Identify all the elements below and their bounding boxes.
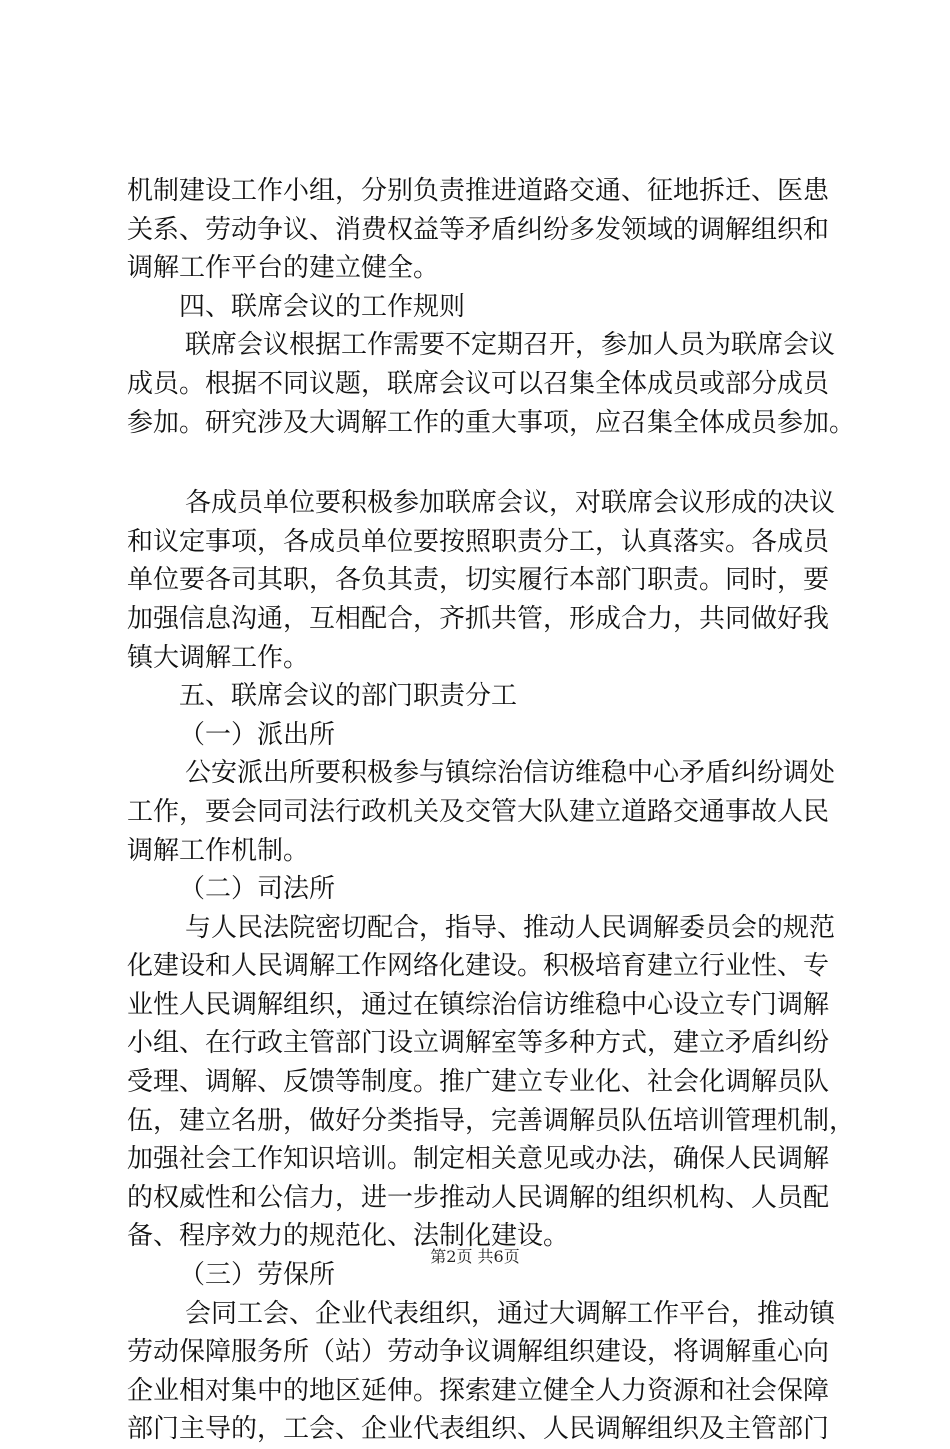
- text-line: 会同工会、企业代表组织，通过大调解工作平台，推动镇: [185, 1298, 836, 1329]
- page-footer: [0, 1244, 950, 1267]
- paragraph-gap: [127, 442, 847, 484]
- text-line: 小组、在行政主管部门设立调解室等多种方式，建立矛盾纠纷: [127, 1028, 830, 1059]
- text-line: 化建设和人民调解工作网络化建设。积极培育建立行业性、专: [127, 951, 830, 982]
- text-line: 工作，要会同司法行政机关及交管大队建立道路交通事故人民: [127, 796, 830, 827]
- text-line: 关系、劳动争议、消费权益等矛盾纠纷多发领域的调解组织和: [127, 214, 830, 245]
- text-line: 和议定事项，各成员单位要按照职责分工，认真落实。各成员: [127, 526, 830, 557]
- text-line: 加强信息沟通，互相配合，齐抓共管，形成合力，共同做好我: [127, 603, 830, 634]
- text-line: 与人民法院密切配合，指导、推动人民调解委员会的规范: [185, 912, 836, 943]
- text-line: 企业相对集中的地区延伸。探索建立健全人力资源和社会保障: [127, 1375, 830, 1406]
- text-line: 机制建设工作小组，分别负责推进道路交通、征地拆迁、医患: [127, 176, 830, 206]
- section-heading: 五、联席会议的部门职责分工: [179, 681, 518, 712]
- text-line: 各成员单位要积极参加联席会议，对联席会议形成的决议: [185, 488, 836, 519]
- text-line: 公安派出所要积极参与镇综治信访维稳中心矛盾纠纷调处: [185, 758, 836, 789]
- text-line: 部门主导的，工会、企业代表组织、人民调解组织及主管部门: [127, 1414, 830, 1445]
- text-line: 的权威性和公信力，进一步推动人民调解的组织机构、人员配: [127, 1182, 830, 1213]
- text-line: 单位要各司其职，各负其责，切实履行本部门职责。同时，要: [127, 565, 830, 596]
- text-line: 劳动保障服务所（站）劳动争议调解组织建设，将调解重心向: [127, 1337, 830, 1368]
- text-line: 备、程序效力的规范化、法制化建设。: [127, 1221, 570, 1252]
- page-number: 第2页 共6页: [430, 1247, 520, 1266]
- text-line: 联席会议根据工作需要不定期召开，参加人员为联席会议: [185, 330, 836, 361]
- text-line: 调解工作平台的建立健全。: [127, 253, 440, 284]
- text-line: 镇大调解工作。: [127, 642, 310, 673]
- text-line: 成员。根据不同议题，联席会议可以召集全体成员或部分成员: [127, 368, 830, 399]
- text-line: 业性人民调解组织，通过在镇综治信访维稳中心设立专门调解: [127, 989, 830, 1020]
- subsection-heading: （二）司法所: [179, 874, 336, 905]
- text-line: 加强社会工作知识培训。制定相关意见或办法，确保人民调解: [127, 1144, 830, 1175]
- section-heading: 四、联席会议的工作规则: [179, 291, 466, 322]
- text-line: 参加。研究涉及大调解工作的重大事项，应召集全体成员参加。: [127, 407, 856, 438]
- text-line: 调解工作机制。: [127, 835, 310, 866]
- subsection-heading: （三）劳保所: [179, 1260, 336, 1291]
- text-line: 伍，建立名册，做好分类指导，完善调解员队伍培训管理机制，: [127, 1105, 856, 1136]
- text-line: 受理、调解、反馈等制度。推广建立专业化、社会化调解员队: [127, 1067, 830, 1098]
- subsection-heading: （一）派出所: [179, 719, 336, 750]
